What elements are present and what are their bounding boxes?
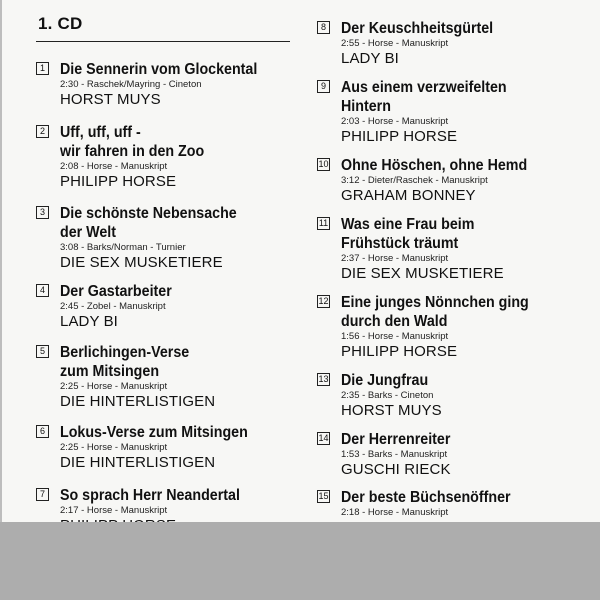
track-number-box: 14: [318, 433, 329, 443]
track-title-line: Die schönste Nebensache: [60, 205, 237, 222]
track-title: [60, 60, 257, 79]
track-number-box: 4: [36, 284, 49, 297]
track-artist: LADY BI: [341, 50, 399, 67]
track-title-line: Was eine Frau beim: [341, 216, 475, 233]
track-artist: HORST MUYS: [60, 91, 161, 108]
track-credit: 2:37 - Horse - Manuskript: [341, 253, 449, 264]
track-title: [60, 423, 248, 442]
track-title-line: Ohne Höschen, ohne Hemd: [341, 157, 528, 174]
track-title-line: Die Jungfrau: [341, 372, 429, 389]
track-title: [341, 371, 428, 390]
track-credit: 2:25 - Horse - Manuskript: [60, 442, 168, 453]
track-title: [341, 488, 511, 507]
track-title: [341, 156, 527, 175]
track-artist: GRAHAM BONNEY: [341, 187, 476, 204]
track-artist: HORST MUYS: [341, 402, 442, 419]
track-artist: PHILIPP HORSE: [341, 128, 458, 145]
track-item: [36, 423, 306, 493]
track-credit: 2:35 - Barks - Cineton: [341, 390, 434, 401]
track-number-box: 8: [317, 21, 330, 34]
track-title-line: Berlichingen-Verse: [60, 344, 190, 361]
track-credit: 2:08 - Horse - Manuskript: [60, 161, 168, 172]
track-artist: PHILIPP HORSE: [60, 173, 177, 190]
track-item: [36, 343, 306, 413]
track-title: [60, 282, 172, 301]
track-credit: 2:30 - Raschek/Mayring - Cineton: [60, 79, 202, 90]
track-title-line: So sprach Herr Neandertal: [60, 487, 240, 504]
track-title: [60, 123, 204, 161]
track-title-line: Frühstück träumt: [341, 235, 459, 252]
track-title-line: der Welt: [60, 224, 117, 241]
track-title: [341, 215, 474, 253]
track-title-line: Der beste Büchsenöffner: [341, 489, 511, 506]
track-item: [317, 78, 587, 148]
track-title: [60, 343, 189, 381]
track-artist: DIE HINTERLISTIGEN: [60, 454, 216, 471]
cd-label-rule: [36, 41, 290, 42]
track-title: [60, 486, 240, 505]
track-credit: 2:45 - Zobel - Manuskript: [60, 301, 166, 312]
track-credit: 2:18 - Horse - Manuskript: [341, 507, 449, 518]
track-artist: DIE HINTERLISTIGEN: [60, 393, 216, 410]
track-number-box: 13: [318, 374, 329, 384]
track-number-box: 7: [36, 488, 49, 501]
track-title-line: Die Sennerin vom Glockental: [60, 61, 258, 78]
track-number-box: 6: [36, 425, 49, 438]
track-credit: 2:03 - Horse - Manuskript: [341, 116, 449, 127]
track-title-line: Der Herrenreiter: [341, 431, 451, 448]
track-number-box: 5: [36, 345, 49, 358]
track-artist: PHILIPP HORSE: [341, 343, 458, 360]
track-item: [317, 215, 587, 285]
track-title-line: Der Gastarbeiter: [60, 283, 172, 300]
track-number-box: 12: [318, 296, 329, 306]
track-title-line: Uff, uff, uff -: [60, 124, 141, 141]
track-number-box: 2: [36, 125, 49, 138]
gray-footer-band: [0, 522, 600, 600]
track-title: [341, 19, 493, 38]
track-item: [36, 282, 306, 352]
track-number-box: 10: [318, 159, 329, 169]
track-title-line: Der Keuschheitsgürtel: [341, 20, 494, 37]
track-credit: 1:56 - Horse - Manuskript: [341, 331, 449, 342]
track-title: [60, 204, 237, 242]
track-credit: 3:12 - Dieter/Raschek - Manuskript: [341, 175, 488, 186]
track-credit: 2:25 - Horse - Manuskript: [60, 381, 168, 392]
page-edge: [0, 0, 2, 522]
track-title-line: Lokus-Verse zum Mitsingen: [60, 424, 248, 441]
track-item: [36, 204, 306, 274]
track-item: [36, 123, 306, 193]
track-artist: DIE SEX MUSKETIERE: [341, 265, 504, 282]
track-number-box: 9: [317, 80, 330, 93]
track-credit: 1:53 - Barks - Manuskript: [341, 449, 448, 460]
track-artist: DIE SEX MUSKETIERE: [60, 254, 223, 271]
track-title-line: Hintern: [341, 98, 391, 115]
track-title-line: Aus einem verzweifelten: [341, 79, 507, 96]
track-credit: 2:55 - Horse - Manuskript: [341, 38, 449, 49]
track-item: [317, 293, 587, 363]
track-artist: GUSCHI RIECK: [341, 461, 451, 478]
track-credit: 2:17 - Horse - Manuskript: [60, 505, 168, 516]
track-number-box: 15: [318, 491, 329, 501]
track-number-box: 1: [36, 62, 49, 75]
track-credit: 3:08 - Barks/Norman - Turnier: [60, 242, 186, 253]
track-title-line: wir fahren in den Zoo: [60, 143, 205, 160]
track-number-box: 3: [36, 206, 49, 219]
track-number-box: 11: [318, 218, 329, 228]
track-title: [341, 293, 529, 331]
track-item: [36, 60, 306, 130]
cd-label: 1. CD: [38, 14, 83, 33]
track-title: [341, 78, 507, 116]
track-title-line: durch den Wald: [341, 313, 448, 330]
track-artist: LADY BI: [60, 313, 118, 330]
track-title-line: zum Mitsingen: [60, 363, 160, 380]
track-title-line: Eine junges Nönnchen ging: [341, 294, 529, 311]
track-title: [341, 430, 450, 449]
